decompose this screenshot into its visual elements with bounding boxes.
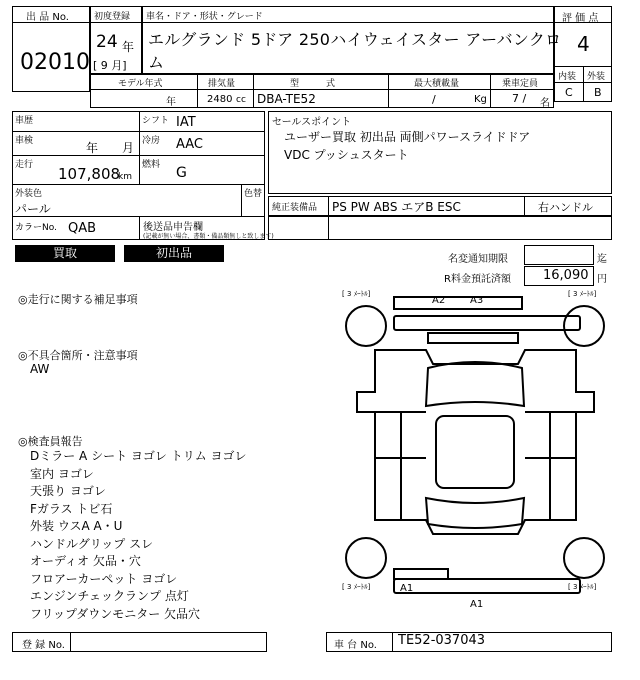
inspection-value: 年 月 xyxy=(86,141,135,155)
inspector-line: フロアーカーペット ヨゴレ xyxy=(30,571,178,586)
defects-value: AW xyxy=(30,362,50,376)
inspector-line: Dミラー A シート ヨゴレ トリム ヨゴレ xyxy=(30,449,247,463)
ac-label: 冷房 xyxy=(142,136,161,146)
score-label: 評 価 点 xyxy=(562,13,599,24)
buy-badge: 買取 xyxy=(15,245,115,262)
equipment-value: PS PW ABS エアB ESC xyxy=(332,200,461,214)
mileage-value: 107,808 xyxy=(58,165,121,183)
rear-lamp-left xyxy=(394,569,448,579)
rear-left-wheel xyxy=(346,538,386,578)
lot-label: 出 品 No. xyxy=(26,12,69,23)
corner-label-right-bottom: [ 3 ﾒｰﾄﾙ] xyxy=(568,583,597,591)
later-report-note: (記載が無い場合、書類・備品類無しと致します) xyxy=(143,233,274,240)
inspector-line: オーディオ 欠品・穴 xyxy=(30,554,141,568)
interior-score: C xyxy=(565,86,573,99)
rear-bumper xyxy=(394,579,580,593)
mileage-unit: km xyxy=(118,172,132,182)
sales-point-line2: VDC プッシュスタート xyxy=(284,148,409,162)
name-change-label: 名変通知期限 xyxy=(448,254,508,265)
car-name-line2: ム xyxy=(148,53,165,72)
lot-number: 02010 xyxy=(20,50,90,75)
first-reg-month: [ 9 月] xyxy=(93,59,127,72)
exterior-label: 外装 xyxy=(587,72,606,82)
displacement-value: 2480 xyxy=(207,94,233,105)
damage-mark-top-2: A3 xyxy=(470,295,484,306)
model-year-label: モデル年式 xyxy=(118,79,163,89)
car-diagram-svg xyxy=(338,288,612,600)
inspector-title: ◎検査員報告 xyxy=(18,435,83,448)
driving-notes-title: ◎走行に関する補足事項 xyxy=(18,293,138,306)
max-load-unit: Kg xyxy=(474,94,487,105)
color-no-label: カラーNo. xyxy=(15,223,57,233)
name-change-box xyxy=(524,245,594,265)
corner-label-left-top: [ 3 ﾒｰﾄﾙ] xyxy=(342,290,371,298)
displacement-label: 排気量 xyxy=(208,79,236,89)
inspector-report-list xyxy=(30,447,330,622)
exterior-color-label: 外装色 xyxy=(15,189,43,199)
model-year-value: 年 xyxy=(166,97,176,108)
name-change-unit: 迄 xyxy=(597,254,607,265)
later-report-label: 後送品申告欄 xyxy=(143,222,203,233)
max-load-label: 最大積載量 xyxy=(414,79,460,89)
front-grille xyxy=(428,333,518,343)
inspector-line: ハンドルグリップ スレ xyxy=(30,536,154,551)
type-label: 型 式 xyxy=(290,79,336,89)
equipment-label: 純正装備品 xyxy=(272,203,318,213)
front-bumper xyxy=(394,297,522,309)
damage-mark-top-1: A2 xyxy=(432,295,446,306)
damage-mark-bottom-1: A1 xyxy=(400,583,414,594)
history-label: 車歴 xyxy=(15,116,34,126)
exterior-score: B xyxy=(594,86,602,99)
registration-label: 登 録 No. xyxy=(22,640,65,651)
inspector-line: エンジンチェックランプ 点灯 xyxy=(30,589,189,603)
first-reg-year-unit: 年 xyxy=(122,40,135,54)
front-right-wheel xyxy=(564,306,604,346)
first-reg-label: 初度登録 xyxy=(94,12,131,22)
inspector-line: フリップダウンモニター 欠品穴 xyxy=(30,606,201,621)
recycle-label: R料金預託済額 xyxy=(444,274,511,285)
corner-label-right-top: [ 3 ﾒｰﾄﾙ] xyxy=(568,290,597,298)
hood-strip xyxy=(394,316,580,330)
chassis-label: 車 台 No. xyxy=(334,640,377,651)
car-name-label: 車名・ドア・形状・グレード xyxy=(146,12,263,22)
fuel-label: 燃料 xyxy=(142,160,161,170)
rear-window xyxy=(426,498,524,528)
max-load-value: / xyxy=(432,93,436,106)
corner-label-left-bottom: [ 3 ﾒｰﾄﾙ] xyxy=(342,583,371,591)
first-reg-year: 24 xyxy=(96,32,118,52)
mileage-label: 走行 xyxy=(15,160,34,170)
capacity-label: 乗車定員 xyxy=(502,79,539,89)
inspector-line: 室内 ヨゴレ xyxy=(30,466,94,481)
body-outline xyxy=(357,350,594,534)
handle-value: 右ハンドル xyxy=(538,201,593,214)
fuel-value: G xyxy=(176,165,187,181)
inspector-line: Fガラス トビ石 xyxy=(30,501,113,516)
defects-title: ◎不具合箇所・注意事項 xyxy=(18,349,138,362)
capacity-value: 7 / xyxy=(512,92,527,105)
sales-point-label: セールスポイント xyxy=(272,117,352,128)
color-no-value: QAB xyxy=(68,221,97,236)
recycle-unit: 円 xyxy=(597,274,607,285)
inspector-line: 天張り ヨゴレ xyxy=(30,484,106,498)
score-value: 4 xyxy=(577,32,590,56)
color-change-label: 色替 xyxy=(244,189,263,199)
shift-value: IAT xyxy=(176,115,196,130)
car-damage-diagram xyxy=(338,288,612,600)
chassis-value: TE52-037043 xyxy=(398,633,486,648)
car-name-line1: エルグランド 5ドア 250ハイウェイスター アーバンクロ xyxy=(148,30,562,49)
recycle-value: 16,090 xyxy=(543,268,589,283)
rear-right-wheel xyxy=(564,538,604,578)
interior-label: 内装 xyxy=(558,72,577,82)
capacity-unit: 名 xyxy=(540,98,550,109)
inspector-line: 外装 ウスA A・U xyxy=(30,519,123,533)
shift-label: シフト xyxy=(142,116,170,126)
first-listing-badge: 初出品 xyxy=(124,245,224,262)
inspection-label: 車検 xyxy=(15,136,34,146)
front-left-wheel xyxy=(346,306,386,346)
damage-mark-bottom-2: A1 xyxy=(470,599,484,610)
sales-point-line1: ユーザー買取 初出品 両側パワースライドドア xyxy=(284,130,531,144)
displacement-unit: cc xyxy=(236,95,246,105)
extra-row xyxy=(268,216,612,240)
type-value: DBA-TE52 xyxy=(257,92,316,106)
roof xyxy=(436,416,514,488)
ac-value: AAC xyxy=(176,137,203,152)
windshield xyxy=(426,362,524,406)
exterior-color-value: パール xyxy=(15,202,51,216)
